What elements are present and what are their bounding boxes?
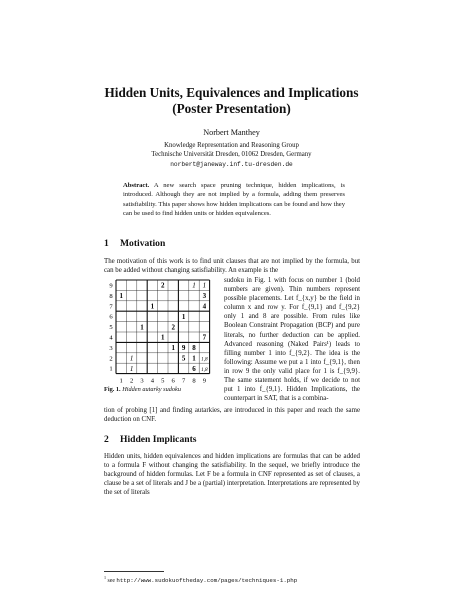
sudoku-candidate: 1	[202, 281, 207, 290]
sudoku-given: 4	[202, 302, 207, 311]
sudoku-given: 2	[161, 281, 165, 290]
footnote-rule	[104, 571, 164, 572]
section-1-title: Motivation	[120, 238, 166, 249]
author-name: Norbert Manthey	[203, 128, 260, 137]
sudoku-given: 1	[171, 344, 175, 353]
section-1-number: 1	[104, 238, 109, 249]
sudoku-col-label: 2	[129, 377, 134, 384]
sudoku-row-label: 7	[109, 303, 113, 311]
sudoku-col-label: 8	[192, 377, 196, 384]
sudoku-cells	[119, 282, 208, 373]
sudoku-given: 5	[181, 354, 186, 363]
footnote-mark: 1	[104, 575, 107, 580]
sudoku-given: 1	[140, 323, 144, 332]
paper-title-line2: (Poster Presentation)	[172, 101, 291, 116]
sudoku-row-label: 8	[109, 292, 113, 300]
sudoku-given: 6	[192, 364, 196, 373]
sudoku-row-label: 2	[109, 355, 113, 363]
sudoku-row-labels	[109, 282, 113, 372]
sudoku-row-label: 4	[109, 334, 113, 342]
section-1-wrap-text: sudoku in Fig. 1 with focus on number 1 (bold numbers are given). Thin numbers represent possible placements. Let f_{x,y} be the field in column x and row y. For f_{9,1} and f_{9,2} only 1 and 8 are possible. From rules like Boolean Constraint Propagation (BCP) and pure literals, no further deduction can be applied. Advanced reasoning (Naked Pairs¹) leads to filling number 1 into f_{9,2}. The idea is the following: Assume we put a 1 into f_{9,1}, then in row 9 the only valid place for 1 is f_{9,9}. The same statement holds, if we decide to not put 1 into f_{9,1}. Hidden Implications, the counterpart in SAT, that is a combina-	[224, 277, 360, 403]
section-2-body: Hidden units, hidden equivalences and hidden implications are formulas that can be added to a formula F without changing the satisfiability. In the sequel, we briefly introduce the background of hidden formulas. Let F be a formula in CNF represented as set of clauses, a clause be a set of literals and J be a (partial) interpretation. Interpretations are represented by the set of literals	[104, 453, 360, 497]
figure-caption	[104, 386, 216, 393]
sudoku-figure	[104, 278, 216, 384]
footnote-url: http://www.sudokuoftheday.com/pages/techniques-1.php	[116, 576, 298, 584]
sudoku-col-labels	[120, 378, 207, 384]
sudoku-given: 1	[119, 292, 123, 301]
sudoku-candidate: 1,8	[201, 366, 208, 373]
figure-label: Fig. 1.	[104, 386, 121, 393]
affiliation-line2: Technische Universität Dresden, 01062 Dresden, Germany	[151, 151, 312, 158]
section-2-title: Hidden Implicants	[120, 434, 197, 445]
abstract-label: Abstract.	[123, 182, 150, 189]
figure-caption-text: Hidden autarky sudoku	[122, 386, 181, 393]
sudoku-row-label: 5	[109, 324, 113, 332]
section-2-number: 2	[104, 434, 109, 445]
sudoku-row-label: 3	[109, 344, 113, 352]
section-1-continuation: tion of probing [1] and finding autarkies, are introduced in this paper and reach the same deduction on CNF.	[104, 407, 360, 424]
footnote-prefix: see	[107, 577, 115, 584]
section-1-intro: The motivation of this work is to find unit clauses that are not implied by the formula, but can be added without changing satisfiability. An example is the	[104, 258, 360, 275]
paper-title-line1: Hidden Units, Equivalences and Implications	[104, 85, 359, 100]
sudoku-given: 1	[161, 333, 165, 342]
sudoku-col-label: 1	[119, 377, 123, 384]
sudoku-row-label: 9	[109, 282, 113, 290]
sudoku-col-label: 4	[150, 377, 155, 384]
sudoku-col-label: 9	[202, 377, 207, 384]
sudoku-candidate: 1	[192, 281, 196, 290]
abstract	[123, 181, 345, 219]
sudoku-given: 1	[192, 354, 196, 363]
affiliation-line1: Knowledge Representation and Reasoning Group	[164, 142, 299, 149]
sudoku-row-label: 6	[109, 313, 113, 321]
sudoku-given: 9	[181, 344, 186, 353]
footnote	[104, 575, 297, 584]
sudoku-col-label: 6	[171, 377, 175, 384]
sudoku-given: 3	[202, 292, 207, 301]
sudoku-col-label: 7	[181, 377, 186, 384]
sudoku-given: 8	[192, 344, 196, 353]
sudoku-col-label: 3	[140, 377, 144, 384]
sudoku-candidate: 1,8	[201, 356, 208, 363]
sudoku-given: 7	[202, 333, 207, 342]
sudoku-candidate: 1	[129, 354, 134, 363]
sudoku-given: 2	[171, 323, 175, 332]
sudoku-given: 1	[181, 312, 186, 321]
sudoku-row-label: 1	[109, 365, 113, 373]
section-2-heading	[104, 434, 197, 445]
sudoku-candidate: 1	[129, 364, 134, 373]
section-1-heading	[104, 238, 165, 249]
author-email: norbert@janeway.inf.tu-dresden.de	[170, 161, 293, 168]
abstract-text: A new search space pruning technique, hidden implications, is introduced. Although they are not implied by a formula, adding them preserves satisfiability. This paper shows how hidden implications can be found and how they can be used to find hidden units or hidden equivalences.	[123, 182, 345, 218]
sudoku-given: 1	[150, 302, 155, 311]
sudoku-col-label: 5	[161, 377, 165, 384]
